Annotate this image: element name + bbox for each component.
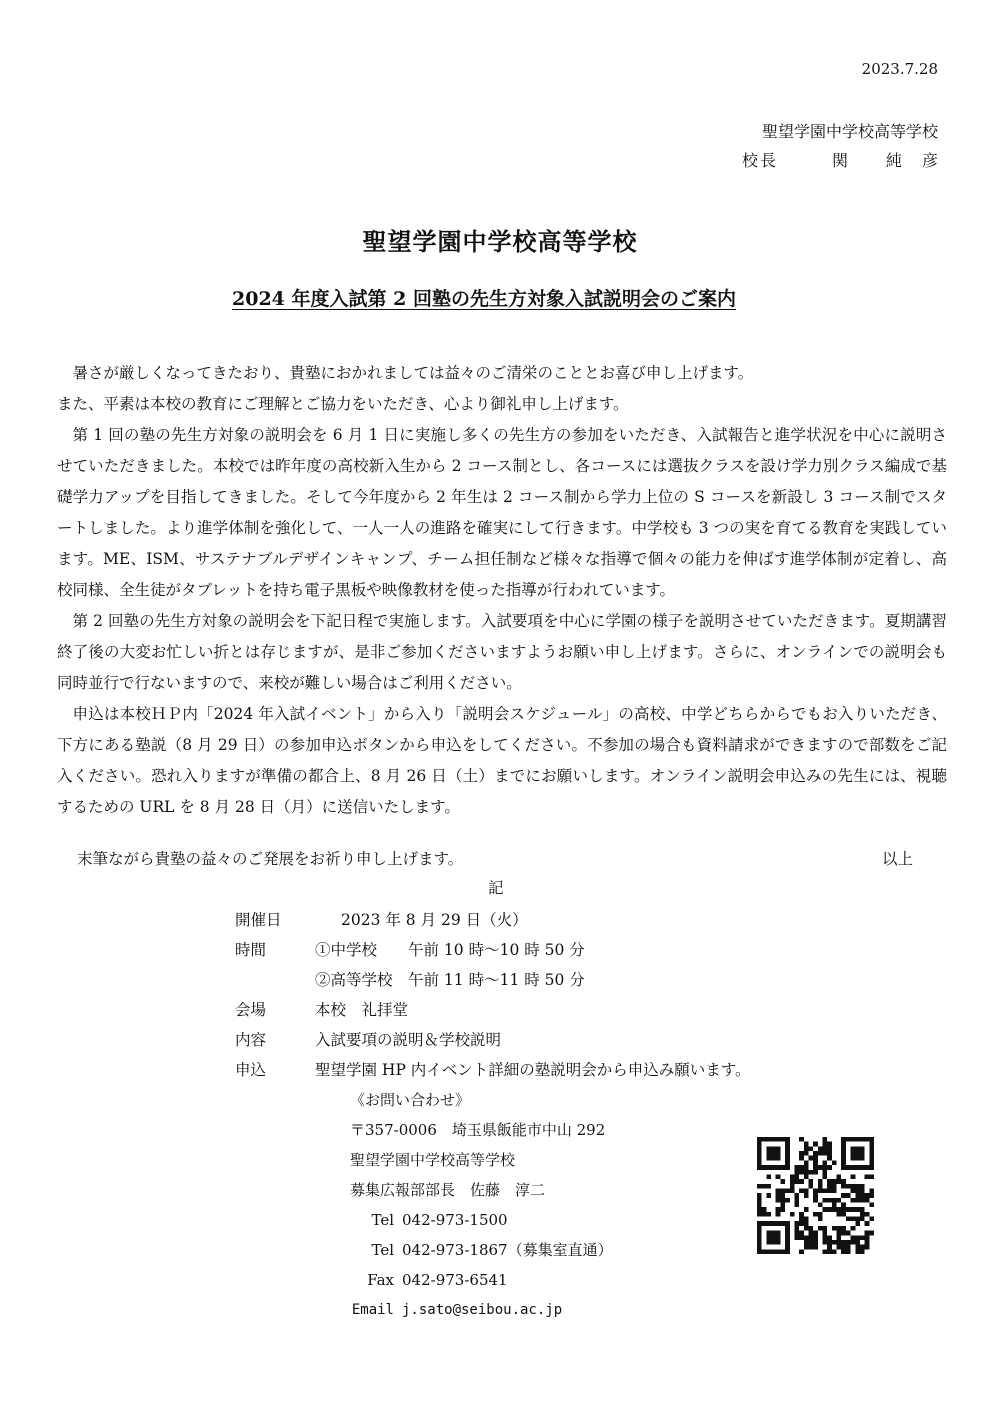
detail-row-apply xyxy=(235,1055,751,1085)
contact-tel-1: 042-973-1500 xyxy=(402,1211,508,1229)
qr-code-icon xyxy=(757,1137,874,1254)
contact-tel-label-1: Tel xyxy=(371,1211,394,1229)
contact-address: 〒357-0006 埼玉県飯能市中山 292 xyxy=(350,1121,606,1139)
contact-fax-label: Fax xyxy=(367,1271,394,1289)
event-details xyxy=(235,905,751,1085)
detail-row-venue xyxy=(235,995,751,1025)
detail-label-content: 内容 xyxy=(235,1031,267,1049)
detail-row-date xyxy=(235,905,751,935)
paragraph-first-session: 第 1 回の塾の先生方対象の説明会を 6 月 1 日に実施し多くの先生方の参加をいただき、入試報告と進学状況を中心に説明させていただきました。本校では昨年度の高校新入生から 2 コース制とし、各コースには選抜クラスを設け学力別クラス編成で基礎学力アップを目指してきました。そして今年度から 2 年生は 2 コース制から学力上位の S コースを新設し 3 コース制でスタートしました。より進学体制を強化して、一人一人の進路を確実にして行きます。中学校も 3 つの実を育てる教育を実践しています。ME、ISM、サステナブルデザインキャンプ、チーム担任制など様々な指導で個々の能力を伸ばす進学体制が定着し、高校同様、全生徒がタブレットを持ち電子黒板や映像教材を使った指導が行われています。 xyxy=(57,426,947,599)
contact-school: 聖望学園中学校高等学校 xyxy=(350,1151,516,1169)
contact-tel-row-1 xyxy=(336,1205,613,1235)
detail-value-time-1: ①中学校 午前 10 時～10 時 50 分 xyxy=(315,941,585,959)
contact-tel-row-2 xyxy=(336,1235,613,1265)
detail-value-date: 2023 年 8 月 29 日（火） xyxy=(341,911,528,929)
contact-fax: 042-973-6541 xyxy=(402,1271,508,1289)
document-date: 2023.7.28 xyxy=(861,60,938,78)
document-title: 聖望学園中学校高等学校 xyxy=(362,227,638,256)
detail-row-content xyxy=(235,1025,751,1055)
detail-label-time: 時間 xyxy=(235,941,267,959)
detail-row-time-2 xyxy=(235,965,751,995)
detail-row-time xyxy=(235,935,751,965)
ki-heading: 記 xyxy=(488,879,504,897)
detail-label-date: 開催日 xyxy=(235,911,282,929)
paragraph-greeting: 暑さが厳しくなってきたおり、貴塾におかれましては益々のご清栄のこととお喜び申し上げます。 xyxy=(72,364,754,382)
contact-email-row xyxy=(336,1295,613,1325)
document-subtitle: 2024 年度入試第 2 回塾の先生方対象入試説明会のご案内 xyxy=(232,288,736,310)
contact-email-label: Email xyxy=(351,1302,394,1318)
letter-body xyxy=(57,358,947,823)
contact-email: j.sato@seibou.ac.jp xyxy=(402,1302,563,1318)
contact-fax-row xyxy=(336,1265,613,1295)
detail-label-venue: 会場 xyxy=(235,1001,267,1019)
detail-value-time-2: ②高等学校 午前 11 時～11 時 50 分 xyxy=(315,971,585,989)
closing-text: 末筆ながら貴塾の益々のご発展をお祈り申し上げます。 xyxy=(77,850,464,868)
detail-value-apply: 聖望学園 HP 内イベント詳細の塾説明会から申込み願います。 xyxy=(315,1061,751,1079)
detail-value-content: 入試要項の説明＆学校説明 xyxy=(315,1031,502,1049)
sender-principal-name: 校長 関 純 彦 xyxy=(742,151,941,170)
paragraph-second-session: 第 2 回塾の先生方対象の説明会を下記日程で実施します。入試要項を中心に学園の様子を説明させていただきます。夏期講習終了後の大変お忙しい折とは存じますが、是非ご参加くださいますようお願い申し上げます。さらに、オンラインでの説明会も同時並行で行ないますので、来校が難しい場合はご利用ください。 xyxy=(57,612,947,692)
detail-label-apply: 申込 xyxy=(235,1061,267,1079)
paragraph-application: 申込は本校ＨＰ内「2024 年入試イベント」から入り「説明会スケジュール」の高校、中学どちらからでもお入りいただき、下方にある塾説（8 月 29 日）の参加申込ボタンから申込をしてください。不参加の場合も資料請求ができますので部数をご記入ください。恐れ入りますが準備の都合上、8 月 26 日（土）までにお願いします。オンライン説明会申込みの先生には、視聴するための URL を 8 月 28 日（月）に送信いたします。 xyxy=(57,705,947,816)
closing-end-mark: 以上 xyxy=(881,850,913,868)
contact-person: 募集広報部部長 佐藤 淳二 xyxy=(350,1181,546,1199)
contact-block xyxy=(336,1085,613,1325)
contact-tel-2: 042-973-1867（募集室直通） xyxy=(402,1241,613,1259)
paragraph-thanks: また、平素は本校の教育にご理解とご協力をいただき、心より御礼申し上げます。 xyxy=(57,395,629,413)
contact-tel-label-2: Tel xyxy=(371,1241,394,1259)
detail-value-venue: 本校 礼拝堂 xyxy=(315,1001,409,1019)
sender-school-name: 聖望学園中学校高等学校 xyxy=(761,122,938,141)
contact-heading: 《お問い合わせ》 xyxy=(350,1091,471,1109)
